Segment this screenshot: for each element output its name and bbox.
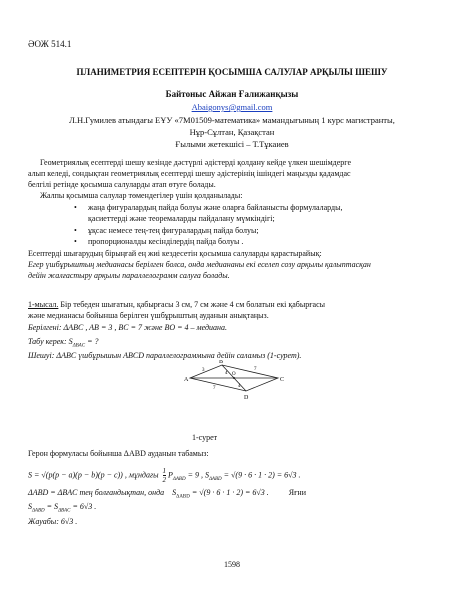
intro-line-3: белгілі ретінде қосымша салуларды атап өтуге болады.: [28, 180, 216, 189]
result-line: $S_{\Delta ABD} = S_{\Delta BAC} = 6√3$ .: [28, 502, 97, 514]
author-email-link[interactable]: Abaigonys@gmail.com: [191, 102, 273, 112]
author-affiliation: Л.Н.Гумилев атындағы ЕҰУ «7М01509-математика» мамандығының 1 курс магистранты,: [69, 115, 395, 125]
point-o-label: O: [232, 372, 236, 377]
segment-bo-label: 4: [225, 371, 228, 376]
given: Берілгені: ΔABC , AB = 3 , BC = 7 және BO = 4 – медиана.: [28, 323, 228, 332]
example-line-2: және медианасы бойынша берілген үшбұрыштың ауданын анықтаңыз.: [28, 311, 269, 320]
find: Табу керек: $S_{\Delta BAC}$ = ?: [28, 337, 99, 349]
intro-line-1: Геометриялық есептерді шешу кезінде дәстүрлі әдістерді қолдану кейде үлкен шешімдерге: [40, 158, 352, 167]
method-line-1: Есептерді шығарудың бірыңғай ең жиі кездесетін қосымша салуларды қарастырайық:: [28, 249, 322, 258]
point-c-label: C: [280, 377, 285, 383]
segment-od-label: 4: [238, 384, 241, 389]
side-bc-label: 7: [254, 367, 257, 372]
bullet-icon: •: [74, 226, 77, 235]
point-b-label: B: [219, 360, 224, 365]
bullet-icon: •: [74, 203, 77, 212]
point-a-label: A: [184, 377, 189, 383]
method-line-2: Егер үшбұрыштың медианасы берілген болса, онда медиананы екі еселеп созу арқылы қалыптасқан: [28, 260, 371, 269]
udc-code: ӘОЖ 514.1: [28, 39, 72, 49]
supervisor: Ғылыми жетекшісі – Т.Тұкаиев: [175, 139, 289, 149]
bullet-3: пропорционалды кесінділердің пайда болуы .: [88, 237, 244, 246]
intro-line-2: алып келеді, сондықтан геометриялық есептерді шешу әдістерінің ішіндегі маңызды қадамдас: [28, 169, 351, 178]
answer: Жауабы: 6√3 .: [28, 517, 78, 526]
method-line-3: дейін жалғастыру арқылы параллелограмм салуға болады.: [28, 271, 230, 280]
heron-formula: S = √(p(p − a)(p − b)(p − c)) , мұндағы $\frac{1}{2}$ $P_{\Delta ABD} = 9$ , $S_{\Delta ABD} = √(9 \cdot 6 \cdot 1 \cdot 2) = 6√3$ .: [28, 467, 301, 484]
intro-line-4: Жалпы қосымша салулар төмендегілер үшін қолданылады:: [40, 191, 243, 200]
fraction-half: $\frac{1}{2}$: [162, 467, 167, 484]
side-ab-label: 3: [202, 368, 205, 373]
bullet-1-cont: қасиеттерді және теоремаларды пайдалану мүмкіндігі;: [88, 214, 275, 223]
solution: Шешуі: ΔABC үшбұрышын ABCD параллелограммына дейін саламыз (1-сурет).: [28, 351, 302, 360]
bullet-1: жаңа фигуралардың пайда болуы және оларға байланысты формулаларды,: [88, 203, 343, 212]
figure-caption: 1-сурет: [192, 433, 218, 442]
equality-line: ΔABD = ΔBAC тең болғандықтан, онда $S_{\Delta ABD} = √(9 \cdot 6 \cdot 1 \cdot 2) = 6√3$ . Яғни: [28, 488, 306, 500]
paper-title: ПЛАНИМЕТРИЯ ЕСЕПТЕРІН ҚОСЫМША САЛУЛАР АРҚЫЛЫ ШЕШУ: [76, 67, 388, 77]
example-line-1: 1-мысал. Бір тебеден шығатын, қабырғасы 3 см, 7 см және 4 см болатын екі қабырғасы: [28, 300, 326, 309]
midpoint-o: [233, 377, 235, 379]
point-d-label: D: [244, 395, 249, 401]
bullet-icon: •: [74, 237, 77, 246]
author-name: Байтоныс Айжан Ғалижанқызы: [165, 89, 299, 99]
author-city: Нұр-Сұлтан, Қазақстан: [189, 127, 275, 137]
heron-intro: Герон формуласы бойынша ΔABD ауданын табамыз:: [28, 449, 209, 458]
side-ad-label: 7: [213, 386, 216, 391]
page-number: 1598: [224, 560, 240, 569]
parallelogram-figure: [178, 360, 288, 430]
bullet-2: ұқсас немесе тең-тең фигуралардың пайда болуы;: [88, 226, 259, 235]
example-label: 1-мысал.: [28, 300, 59, 309]
